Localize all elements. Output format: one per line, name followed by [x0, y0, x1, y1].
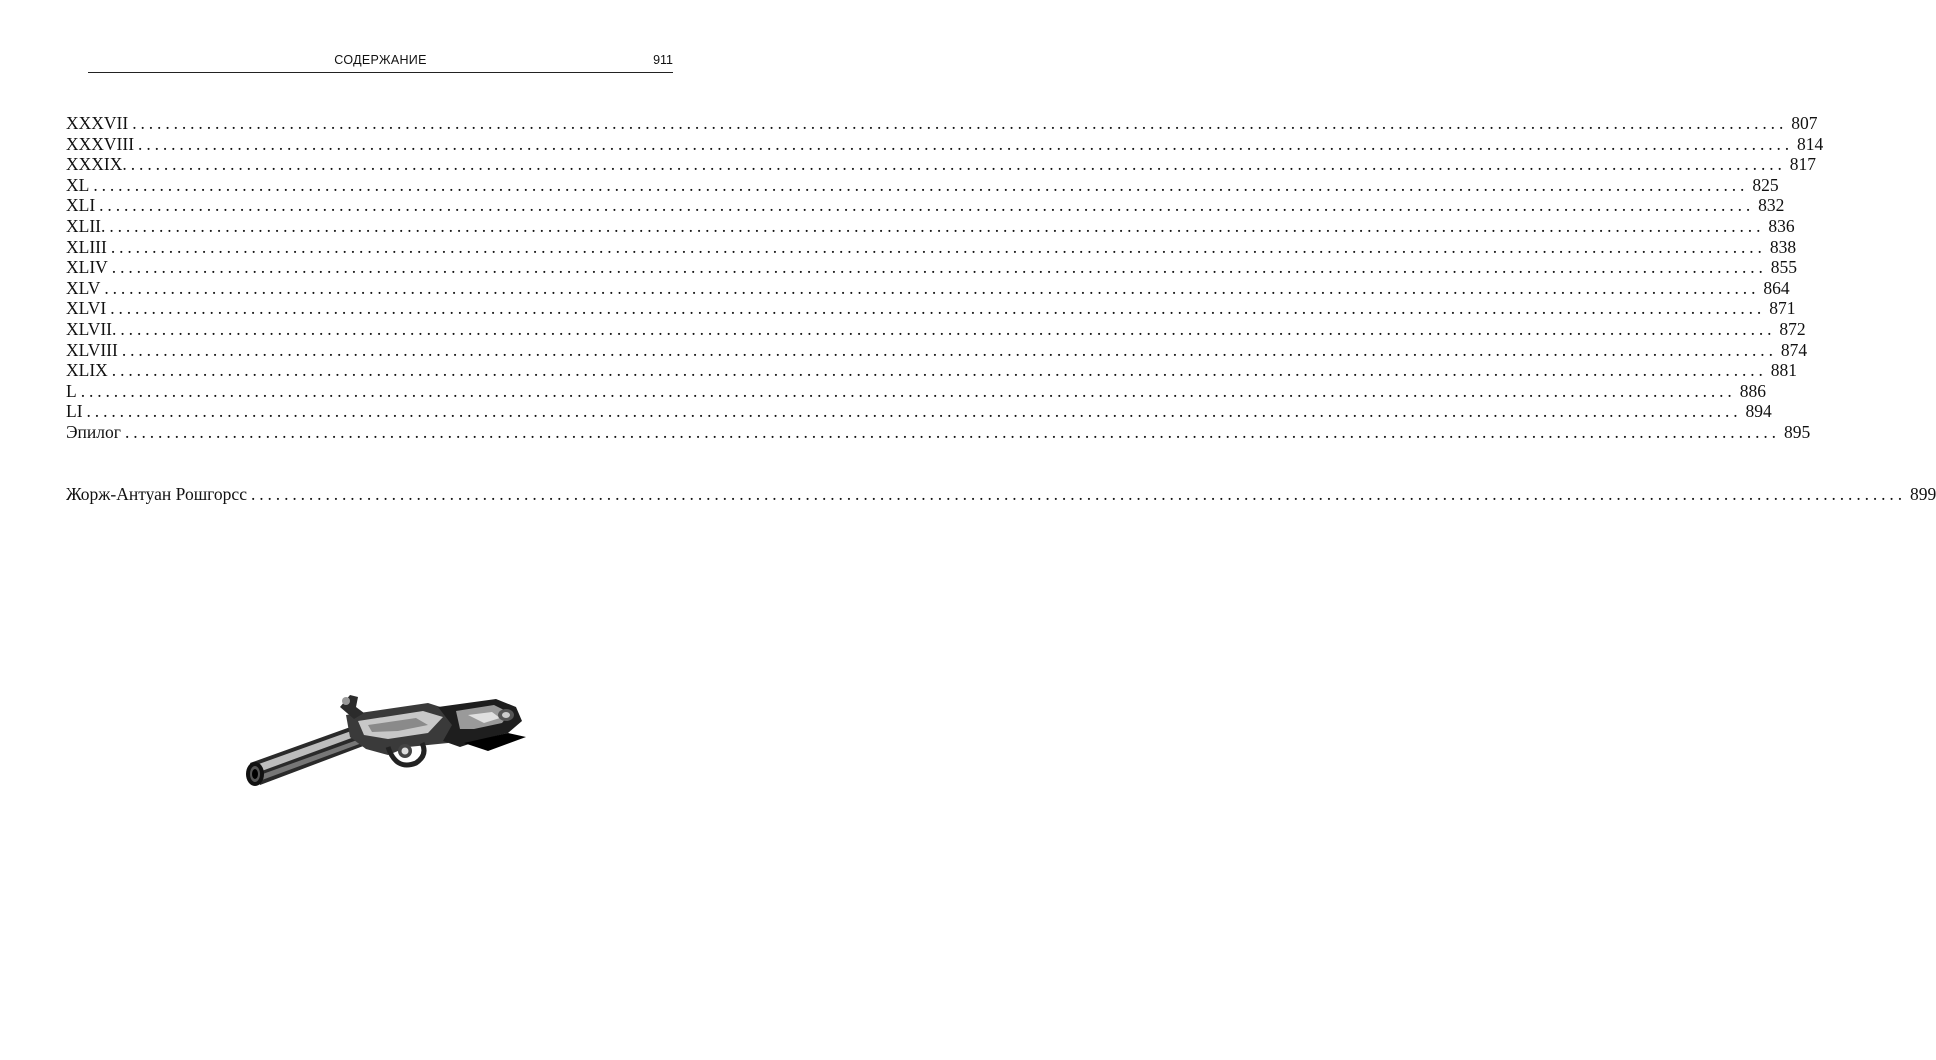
toc-entry-label: XLIX	[66, 360, 108, 381]
dot-leader: ........................................................................................................................................................................................................	[120, 318, 1776, 339]
toc-entry-label: XLV	[66, 277, 101, 298]
toc-entry-page: 864	[1763, 277, 1790, 298]
toc-entry[interactable]	[66, 277, 1790, 299]
toc-entry-label: XLVIII	[66, 339, 118, 360]
toc-entry-page: 807	[1791, 113, 1818, 133]
header-title: СОДЕРЖАНИЕ	[334, 53, 427, 67]
toc-author-label: Жорж-Антуан Рошгорсс	[66, 483, 247, 504]
toc-entry-label: XL	[66, 174, 90, 195]
toc-entry-label: XXXVIII	[66, 133, 135, 154]
toc-entry-page: 817	[1789, 154, 1817, 175]
toc-entry[interactable]	[66, 113, 1818, 134]
toc-entry[interactable]	[66, 401, 1772, 422]
header-page-number: 911	[653, 53, 673, 67]
toc-entry-page: 881	[1770, 360, 1798, 381]
toc-entry[interactable]	[66, 154, 1817, 175]
dot-leader: ........................................................................................................................................................................................................	[99, 195, 1755, 216]
toc-entry[interactable]	[66, 298, 1796, 319]
toc-entry-page: 894	[1745, 401, 1772, 422]
dot-leader: ........................................................................................................................................................................................................	[250, 483, 1906, 504]
dot-leader: ........................................................................................................................................................................................................	[86, 401, 1742, 422]
toc-entry-page: 855	[1770, 257, 1798, 278]
toc-entry-page: 872	[1779, 318, 1806, 339]
table-of-contents	[66, 113, 1936, 504]
toc-entry[interactable]	[66, 215, 1795, 237]
toc-author-entry[interactable]	[66, 483, 1936, 505]
dot-leader: ........................................................................................................................................................................................................	[93, 174, 1749, 195]
dot-leader: ........................................................................................................................................................................................................	[132, 113, 1788, 133]
dot-leader: ........................................................................................................................................................................................................	[109, 215, 1765, 236]
toc-entry-label: XLIV	[66, 257, 108, 278]
toc-entry[interactable]	[66, 380, 1766, 402]
dot-leader: ........................................................................................................................................................................................................	[121, 339, 1777, 360]
toc-entry-page: 836	[1768, 215, 1795, 236]
flintlock-pistol-icon	[238, 685, 528, 795]
toc-entry[interactable]	[66, 318, 1806, 340]
toc-entry[interactable]	[66, 195, 1785, 216]
dot-leader: ........................................................................................................................................................................................................	[124, 421, 1780, 442]
toc-entry-label: XLVI	[66, 298, 107, 319]
toc-entry[interactable]	[66, 339, 1808, 361]
dot-leader: ........................................................................................................................................................................................................	[104, 277, 1760, 298]
dot-leader: ........................................................................................................................................................................................................	[110, 236, 1766, 257]
toc-entry-page: 838	[1769, 236, 1797, 257]
toc-entry[interactable]	[66, 174, 1779, 196]
toc-entry[interactable]	[66, 236, 1797, 258]
toc-entry[interactable]	[66, 133, 1824, 155]
toc-entry-page: 895	[1783, 421, 1811, 442]
dot-leader: ........................................................................................................................................................................................................	[111, 257, 1767, 278]
toc-entry-label: XLVII.	[66, 318, 117, 339]
toc-entry-label: XLIII	[66, 236, 107, 257]
dot-leader: ........................................................................................................................................................................................................	[130, 154, 1786, 175]
toc-entry-page: 832	[1758, 195, 1785, 216]
toc-author-page: 899	[1909, 483, 1936, 504]
toc-entry-label: L	[66, 380, 77, 401]
toc-entry-label: XLII.	[66, 215, 106, 236]
toc-entry-page: 814	[1797, 133, 1824, 154]
toc-entry-page: 874	[1780, 339, 1808, 360]
toc-entry[interactable]	[66, 360, 1798, 381]
toc-entry-label: Эпилог	[66, 421, 121, 442]
toc-entry-label: XLI	[66, 195, 96, 216]
toc-entry[interactable]	[66, 257, 1798, 278]
toc-entry-page: 886	[1739, 380, 1766, 401]
dot-leader: ........................................................................................................................................................................................................	[138, 133, 1794, 154]
dot-leader: ........................................................................................................................................................................................................	[110, 298, 1766, 319]
dot-leader: ........................................................................................................................................................................................................	[80, 380, 1736, 401]
toc-entry-page: 825	[1752, 174, 1779, 195]
running-header	[88, 50, 673, 73]
toc-entry-label: LI	[66, 401, 83, 422]
dot-leader: ........................................................................................................................................................................................................	[111, 360, 1767, 381]
toc-entry-page: 871	[1769, 298, 1796, 319]
toc-entry[interactable]	[66, 421, 1811, 443]
toc-entry-label: XXXVII	[66, 113, 129, 133]
toc-entry-label: XXXIX.	[66, 154, 127, 175]
